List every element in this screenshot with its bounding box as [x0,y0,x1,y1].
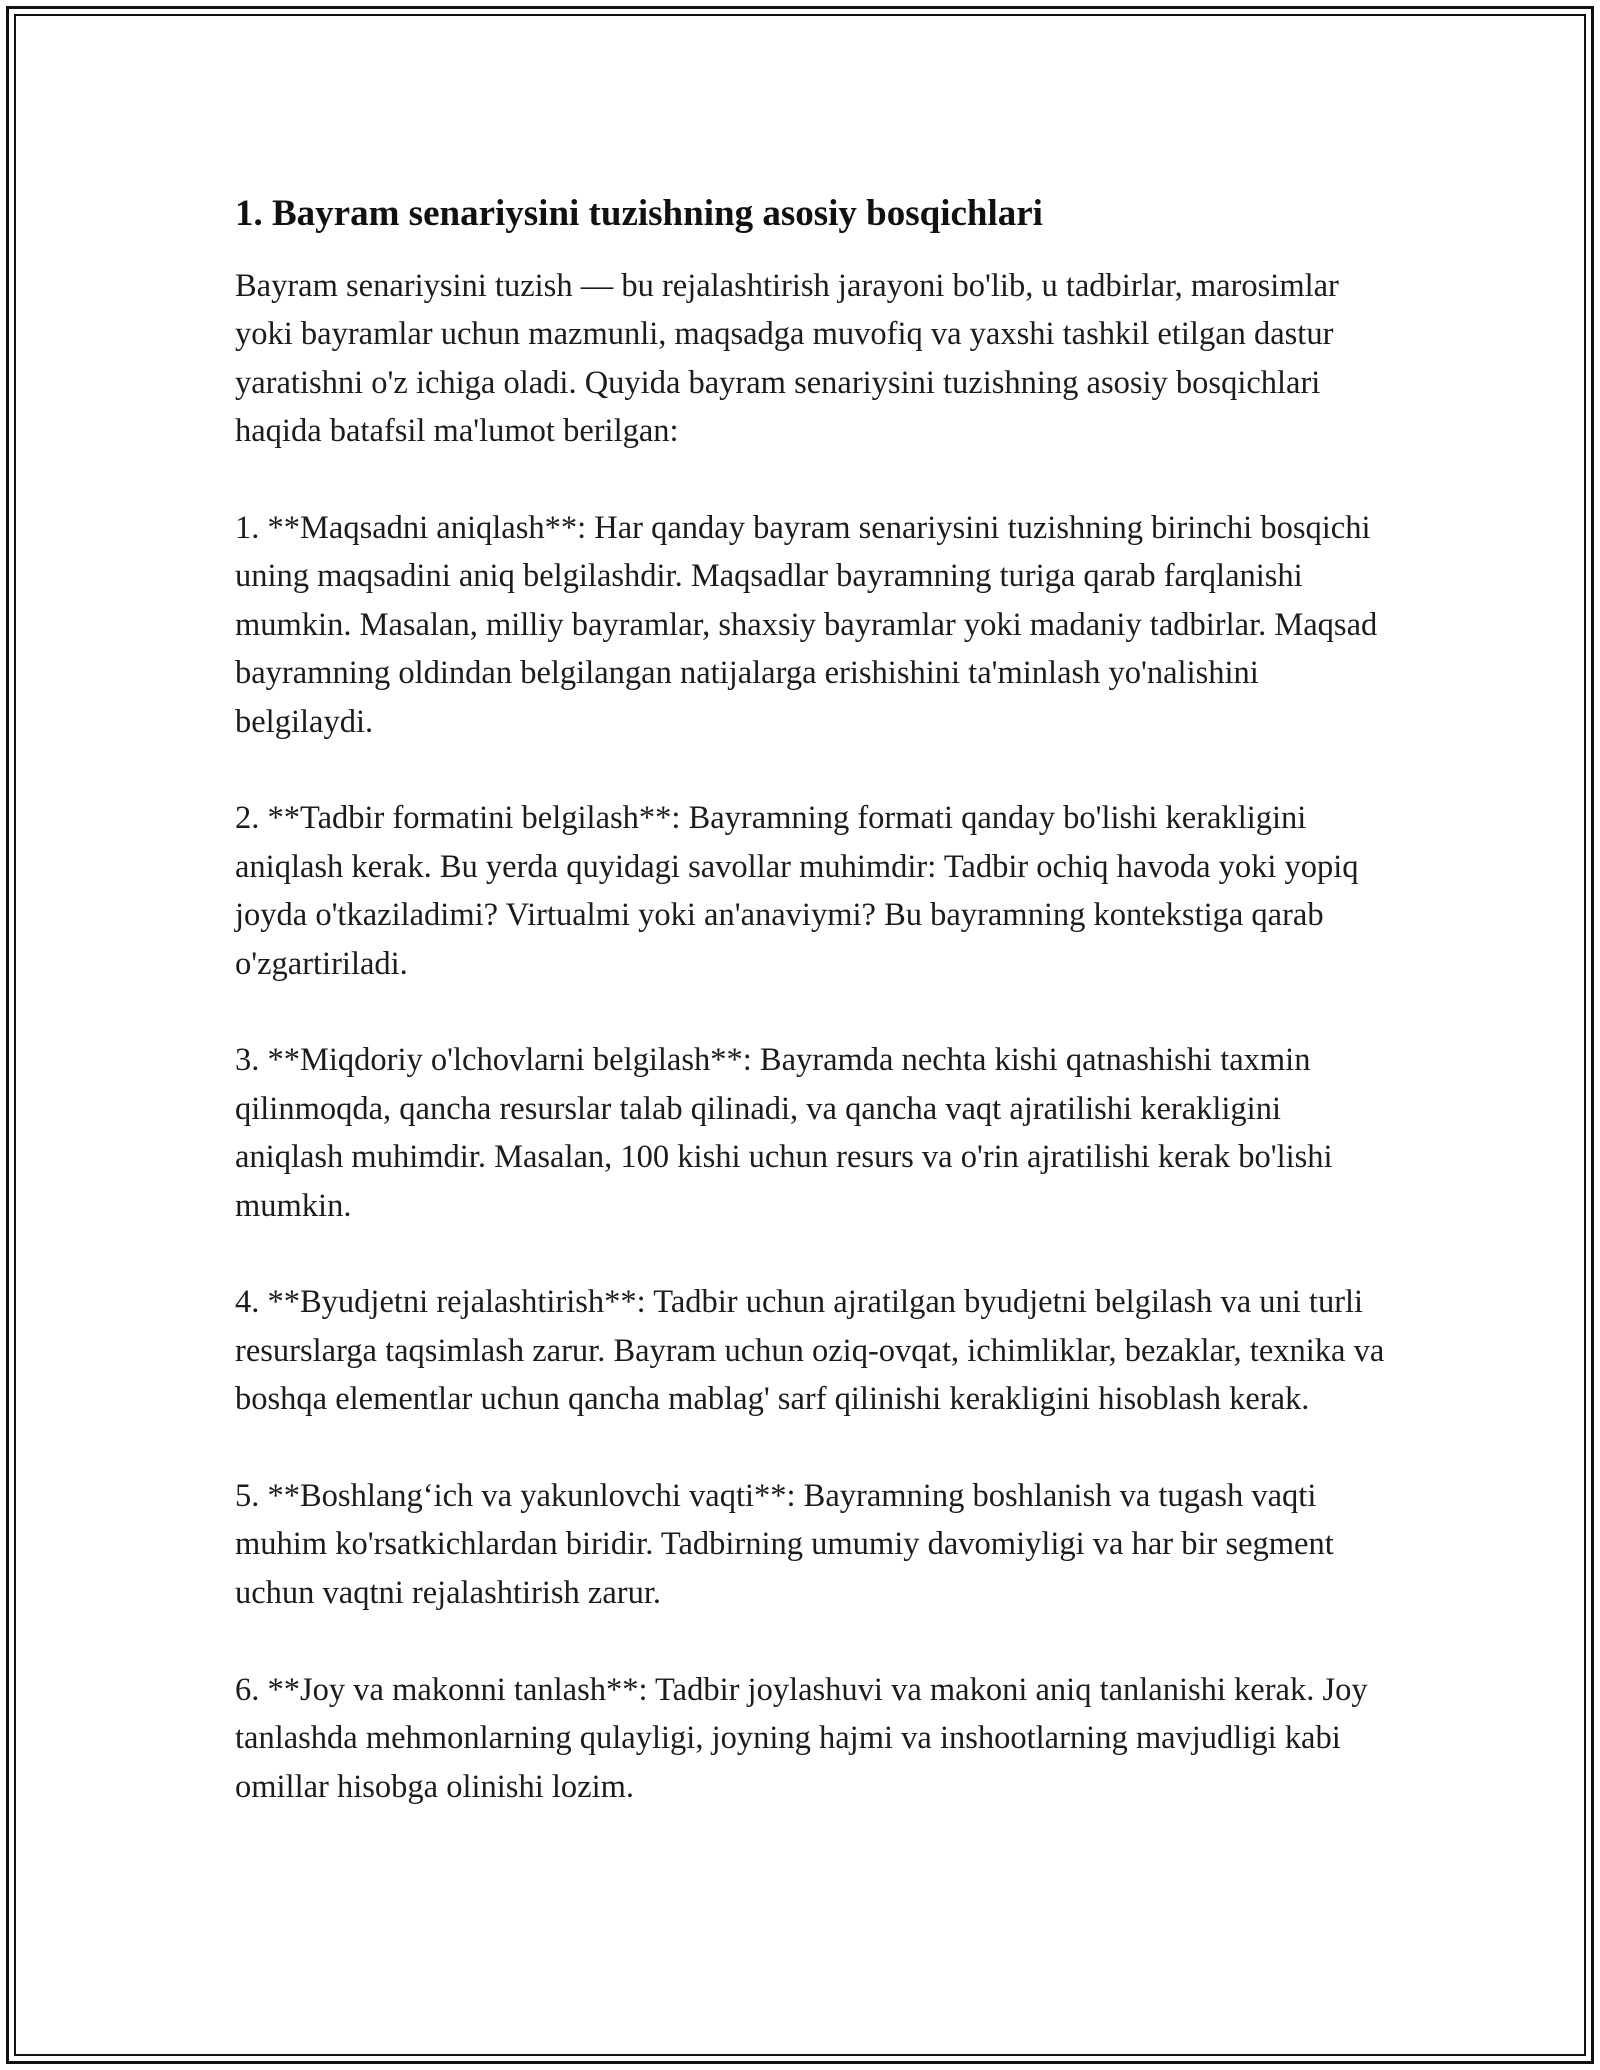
step-3-paragraph: 3. **Miqdoriy o'lchovlarni belgilash**: Bayramda nechta kishi qatnashishi taxmin qilinmoqda, qancha resurslar talab qilinadi, va qancha vaqt ajratilishi kerakligini aniqlash muhimdir. Masalan, 100 kishi uchun resurs va o'rin ajratilishi kerak bo'lishi mumkin. [235,1042,1333,1224]
step-1-paragraph: 1. **Maqsadni aniqlash**: Har qanday bayram senariysini tuzishning birinchi bosqichi uning maqsadini aniq belgilashdir. Maqsadlar bayramning turiga qarab farqlanishi mumkin. Masalan, milliy bayramlar, shaxsiy bayramlar yoki madaniy tadbirlar. Maqsad bayramning oldindan belgilangan natijalarga erishishini ta'minlash yo'nalishini belgilaydi. [235,510,1378,740]
step-6-paragraph: 6. **Joy va makonni tanlash**: Tadbir joylashuvi va makoni aniq tanlanishi kerak. Joy tanlashda mehmonlarning qulayligi, joyning hajmi va inshootlarning mavjudligi kabi omillar hisobga olinishi lozim. [235,1671,1368,1805]
step-5-paragraph: 5. **Boshlang‘ich va yakunlovchi vaqti**: Bayramning boshlanish va tugash vaqti muhim ko'rsatkichlardan biridir. Tadbirning umumiy davomiyligi va har bir segment uchun vaqtni rejalashtirish zarur. [235,1478,1334,1611]
section-title: 1. Bayram senariysini tuzishning asosiy bosqichlari [235,193,1043,234]
step-2-paragraph: 2. **Tadbir formatini belgilash**: Bayramning formati qanday bo'lishi kerakligini aniqlash kerak. Bu yerda quyidagi savollar muhimdir: Tadbir ochiq havoda yoki yopiq joyda o'tkaziladimi? Virtualmi yoki an'anaviymi? Bu bayramning kontekstiga qarab o'zgartiriladi. [235,800,1359,982]
document-body [235,188,1395,1859]
intro-paragraph: Bayram senariysini tuzish — bu rejalashtirish jarayoni bo'lib, u tadbirlar, marosimlar yoki bayramlar uchun mazmunli, maqsadga muvofiq va yaxshi tashkil etilgan dastur yaratishni o'z ichiga oladi. Quyida bayram senariysini tuzishning asosiy bosqichlari haqida batafsil ma'lumot berilgan: [235,268,1339,450]
step-4-paragraph: 4. **Byudjetni rejalashtirish**: Tadbir uchun ajratilgan byudjetni belgilash va uni turli resurslarga taqsimlash zarur. Bayram uchun oziq-ovqat, ichimliklar, bezaklar, texnika va boshqa elementlar uchun qancha mablag' sarf qilinishi kerakligini hisoblash kerak. [235,1284,1385,1418]
